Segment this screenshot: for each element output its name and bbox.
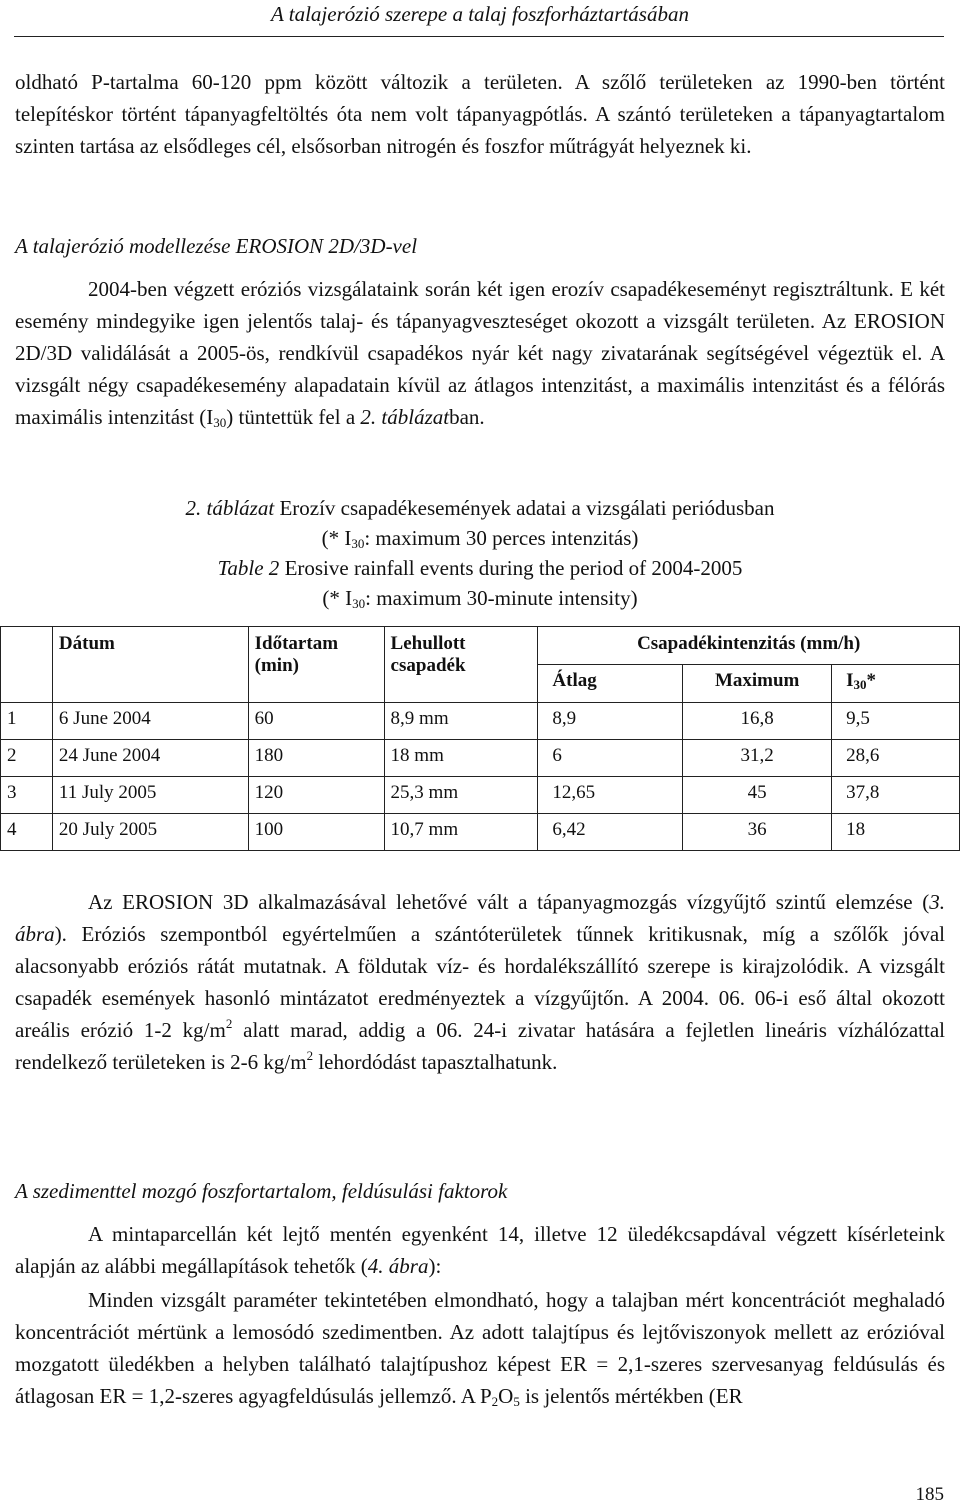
row-maximum: 36 [683,814,832,851]
section-heading-erosion-model: A talajerózió modellezése EROSION 2D/3D-vel [15,234,418,258]
paragraph-5 [15,1284,945,1412]
paragraph-2 [15,273,945,433]
row-maximum: 45 [683,777,832,814]
paragraph-5-subscript-1: 2 [491,1394,499,1409]
paragraph-2-table-ref: 2. táblázat [360,405,450,429]
table-row [1,777,960,814]
row-rainfall: 18 mm [384,740,538,777]
caption-title-en: Erosive rainfall events during the period of 2004-2005 [279,556,743,580]
caption-note-hu-post: : maximum 30 perces intenzitás) [364,526,639,550]
header-cell-intensity-group: Csapadékintenzitás (mm/h) [538,627,960,665]
table-row [1,703,960,740]
row-date: 6 June 2004 [52,703,248,740]
paragraph-3 [15,886,945,1078]
header-cell-maximum: Maximum [683,665,832,703]
paragraph-4-text-1: A mintaparcellán két lejtő mentén egyenként 14, illetve 12 üledékcsapdával végzett kísérleteink alapján az alábbi megállapítások tehetők ( [15,1222,945,1278]
running-header [0,0,960,44]
header-cell-i30 [832,665,960,703]
row-rainfall: 8,9 mm [384,703,538,740]
row-number: 4 [1,814,53,851]
row-duration: 100 [248,814,384,851]
header-rule [14,36,944,37]
row-average: 12,65 [538,777,683,814]
paragraph-3-text-1: Az EROSION 3D alkalmazásával lehetővé vált a tápanyagmozgás vízgyűjtő szintű elemzése ( [88,890,930,914]
paragraph-3-text-4: lehordódást tapasztalhatunk. [313,1050,558,1074]
row-average: 6,42 [538,814,683,851]
row-rainfall: 10,7 mm [384,814,538,851]
paragraph-5-subscript-2: 5 [513,1394,520,1409]
paragraph-2-text-3: ban. [449,405,485,429]
row-average: 6 [538,740,683,777]
paragraph-1-text: oldható P-tartalma 60-120 ppm között változik a területen. A szőlő területeken az 1990-ben történt telepítéskor történt tápanyagfeltöltés óta nem volt tápanyagpótlás. A szántó területeken a tápanyagtartalom szinten tartása az elsődleges cél, elsősorban nitrogén és foszfor műtrágyát helyeznek ki. [15,70,945,158]
row-i30: 18 [832,814,960,851]
running-header-title: A talajerózió szerepe a talaj foszforháztartásában [271,2,689,26]
row-maximum: 31,2 [683,740,832,777]
paragraph-2-subscript: 30 [213,415,227,430]
paragraph-5-text-2: O [498,1384,514,1408]
row-i30: 9,5 [832,703,960,740]
paragraph-4-figure-ref: 4. ábra [367,1254,429,1278]
header-cell-average: Átlag [538,665,683,703]
paragraph-2-text-2: ) tüntettük fel a [226,405,361,429]
paragraph-4-text-2: ): [428,1254,442,1278]
row-duration: 180 [248,740,384,777]
caption-table-ref-en: Table 2 [217,556,280,580]
caption-note-en-sub: 30 [352,596,366,611]
caption-line-4 [0,583,960,613]
row-i30: 28,6 [832,740,960,777]
header-cell-duration: Időtartam (min) [248,627,384,703]
paragraph-3-figure-ref: 3. ábra [15,890,945,946]
caption-note-en-pre: (* I [322,586,353,610]
header-i30-star: * [866,670,876,691]
row-maximum: 16,8 [683,703,832,740]
paragraph-2-text-1: 2004-ben végzett eróziós vizsgálataink során két igen erozív csapadékeseményt regisztráltunk. E két esemény mindegyike igen jelentős talaj- és tápanyagveszteséget okozott a vizsgált területen. Az EROSION 2D/3D validálását a 2005-ös, rendkívül csapadékos nyár két nagy zivatarának segítségével végeztük el. A vizsgált négy csapadékesemény alapadatain kívül az átlagos intenzitást, a maximális intenzitást és a félórás maximális intenzitást (I [15,277,945,429]
table-row [1,740,960,777]
paragraph-3-superscript-2: 2 [306,1048,314,1063]
row-number: 3 [1,777,53,814]
caption-line-3 [0,553,960,583]
caption-line-2 [0,523,960,553]
caption-note-hu-pre: (* I [321,526,352,550]
row-duration: 60 [248,703,384,740]
caption-table-ref: 2. táblázat [185,496,275,520]
page-number: 185 [915,1484,944,1505]
paragraph-3-text-3: alatt marad, addig a 06. 24-i zivatar hatására a fejletlen lineáris vízhálózattal rendelkező területeken is 2-6 kg/m [15,1018,945,1074]
row-duration: 120 [248,777,384,814]
caption-note-en-post: : maximum 30-minute intensity) [365,586,638,610]
row-average: 8,9 [538,703,683,740]
table-header-row-1 [1,627,960,665]
section-heading-sediment: A szedimenttel mozgó foszfortartalom, feldúsulási faktorok [15,1179,508,1203]
row-rainfall: 25,3 mm [384,777,538,814]
header-i30-sub: 30 [853,677,867,692]
header-cell-number [1,627,53,703]
paragraph-5-text-3: is jelentős mértékben (ER [519,1384,743,1408]
caption-title-hu: Erozív csapadékesemények adatai a vizsgálati periódusban [274,496,775,520]
row-date: 20 July 2005 [52,814,248,851]
caption-note-hu-sub: 30 [351,536,365,551]
row-number: 2 [1,740,53,777]
row-date: 11 July 2005 [52,777,248,814]
table-row [1,814,960,851]
header-cell-date: Dátum [52,627,248,703]
table-caption [0,493,960,613]
paragraph-4 [15,1218,945,1282]
header-i30-base: I [846,670,854,691]
paragraph-5-text-1: Minden vizsgált paraméter tekintetében elmondható, hogy a talajban mért koncentrációt meghaladó koncentrációt mértünk a lemosódó szedimentben. Az adott talajtípus és lejtőviszonyok mellett az erózióval mozgatott üledékben a helyben található talajtípushoz képest ER = 2,1-szeres szervesanyag feldúsulás és átlagosan ER = 1,2-szeres agyagfeldúsulás jellemző. A P [15,1288,945,1408]
caption-line-1 [0,493,960,523]
row-number: 1 [1,703,53,740]
paragraph-3-text-2: ). Eróziós szempontból egyértelműen a szántóterületek tűnnek kritikusnak, míg a szőlők jóval alacsonyabb eróziós rátát mutatnak. A földutak víz- és hordalékszállító szerepe is kirajzolódik. A vizsgált csapadék események hasonló mintázatot eredményeztek a vízgyűjtőn. A 2004. 06. 06-i eső által okozott areális erózió 1-2 kg/m [15,922,945,1042]
rainfall-events-table [0,626,960,851]
paragraph-1 [15,66,945,162]
header-cell-rainfall: Lehullott csapadék [384,627,538,703]
paragraph-3-superscript-1: 2 [225,1016,233,1031]
row-date: 24 June 2004 [52,740,248,777]
row-i30: 37,8 [832,777,960,814]
